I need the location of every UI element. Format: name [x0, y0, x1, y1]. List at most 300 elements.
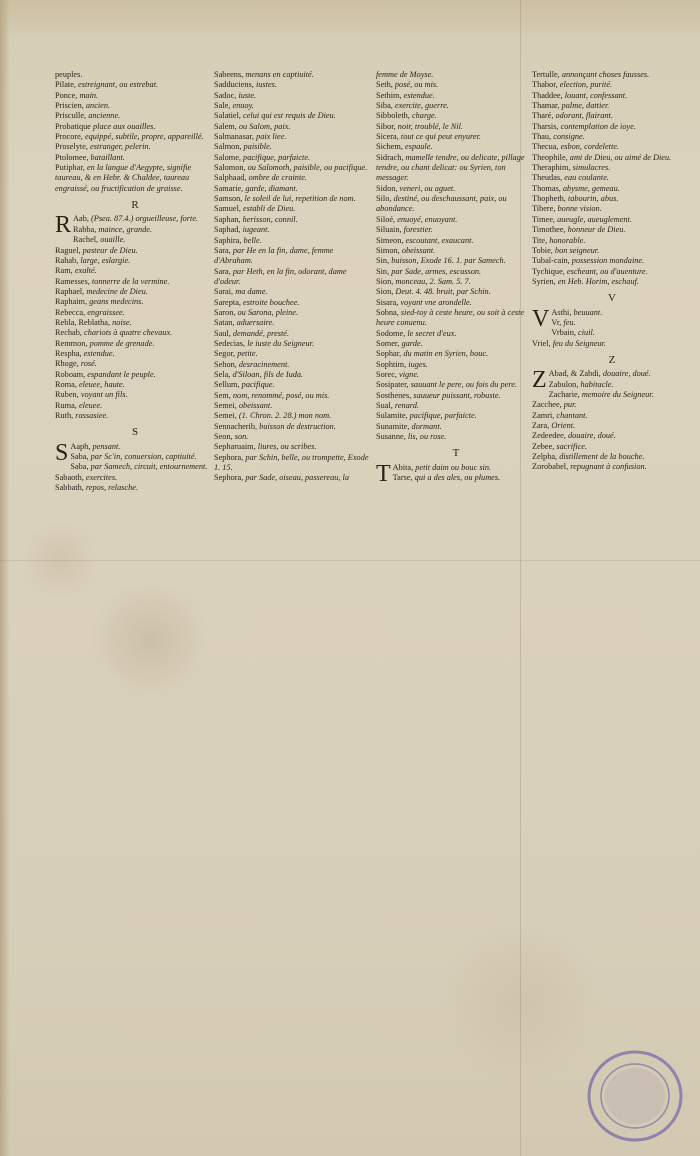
entry-definition: renard. [394, 401, 419, 410]
entry-definition: large, eslargie. [80, 255, 131, 265]
entry-definition: iustes. [255, 80, 277, 90]
entry-definition: honorable. [549, 235, 586, 245]
entry-definition: voyant un fils. [80, 390, 128, 400]
entry-definition: eau coulante. [564, 173, 609, 183]
entry-definition: posé, ou mis. [394, 80, 439, 90]
entry-definition: esbon, cordelette. [560, 142, 620, 152]
entry-definition: ou Salom, paix. [238, 121, 291, 131]
glossary-entry [532, 256, 692, 266]
entry-name: Zorobabel, [532, 462, 571, 472]
entry-name: Roma, [55, 379, 79, 389]
glossary-entry [55, 287, 215, 297]
entry-definition: par Sade, armes, escusson. [391, 266, 482, 276]
glossary-entry [55, 473, 215, 483]
entry-name: Sorec, [376, 369, 400, 379]
entry-name: Sunamite, [376, 421, 412, 431]
entry-definition: palme, dattier. [561, 101, 610, 111]
glossary-entry [214, 225, 374, 235]
glossary-entry [55, 390, 215, 400]
entry-definition: pensant. [92, 441, 121, 451]
glossary-entry [55, 370, 215, 380]
glossary-entry [214, 246, 374, 267]
glossary-entry [55, 235, 215, 245]
entry-definition: escoutant, exaucant. [405, 235, 474, 245]
glossary-entry [532, 267, 692, 277]
entry-name: Zebee, [532, 441, 557, 451]
entry-name: Tertulle, [532, 70, 562, 79]
glossary-entry [214, 80, 374, 90]
column-4 [532, 70, 692, 473]
section-heading-s: S [131, 426, 139, 439]
entry-definition: possession mondaine. [571, 256, 645, 266]
glossary-entry [532, 122, 692, 132]
glossary-entry [532, 173, 692, 183]
column-3 [376, 70, 536, 487]
entry-name: Salmanasar, [214, 132, 257, 142]
glossary-entry [376, 287, 536, 297]
section-heading-z: Z [608, 353, 616, 366]
glossary-entry [532, 225, 692, 235]
entry-name: Sennacherib, [214, 421, 260, 431]
glossary-entry [376, 194, 536, 215]
entry-name: Thomas, [532, 183, 563, 193]
entry-name: Saron, [214, 307, 238, 317]
entry-name: Sadoc, [214, 90, 239, 100]
entry-name: Zara, [532, 421, 552, 430]
column-1 [55, 70, 215, 493]
glossary-entry [532, 380, 692, 390]
entry-definition: rassasiee. [75, 411, 109, 420]
entry-name: Zedeedee, [532, 431, 568, 441]
entry-definition: tout ce qui peut enyurer. [400, 132, 481, 142]
glossary-entry [376, 267, 536, 277]
glossary-entry [532, 308, 692, 318]
entry-definition: dormant. [411, 421, 442, 431]
glossary-entry [214, 194, 374, 204]
glossary-entry [376, 277, 536, 287]
entry-definition: espaule. [405, 142, 433, 152]
entry-definition: nom, renommé, posé, ou mis. [232, 390, 330, 400]
entry-name: Raphaim, [55, 297, 90, 307]
entry-name: Thabor, [532, 80, 560, 90]
entry-name: Salmon, [214, 142, 244, 152]
entry-name: Sethim, [376, 90, 404, 100]
entry-definition: celui qui est requis de Dieu. [243, 111, 336, 121]
entry-definition: honneur de Dieu. [567, 225, 626, 235]
glossary-entry [55, 442, 215, 452]
entry-name: Ruma, [55, 400, 79, 410]
glossary-entry [214, 318, 374, 328]
entry-name: Zacchee, [532, 400, 564, 410]
column-2 [214, 70, 374, 484]
glossary-entry [55, 214, 215, 224]
glossary-entry [532, 318, 692, 328]
entry-name: Vr, [551, 317, 564, 327]
section-s [55, 439, 215, 494]
entry-name: Tite, [532, 235, 550, 245]
glossary-entry [376, 432, 536, 442]
entry-name: Abita, [392, 462, 416, 472]
glossary-entry [214, 308, 374, 318]
entry-name: Thecua, [532, 142, 561, 152]
entry-name: Sin, [376, 266, 392, 276]
entry-name: Sulamite, [376, 411, 410, 421]
glossary-entry [55, 483, 215, 493]
entry-name: Sosthenes, [376, 390, 414, 400]
glossary-entry [214, 380, 374, 390]
entry-definition: douaire, doué. [602, 369, 651, 379]
entry-definition: du matin en Syrien, bouc. [403, 349, 489, 359]
entry-name: Aab, [73, 214, 91, 224]
entry-definition: qui a des ales, ou plumes. [414, 473, 501, 483]
entry-definition: chariots à quatre chevaux. [84, 328, 173, 338]
entry-name: Tubal-cain, [532, 256, 572, 266]
entry-definition: paisible. [243, 142, 272, 152]
entry-definition: ou Sarona, pleine. [237, 307, 299, 317]
entry-definition: pur. [563, 400, 577, 410]
entry-name: Sarepta, [214, 297, 244, 307]
glossary-entry [55, 246, 215, 256]
entry-name: Tibere, [532, 204, 558, 214]
entry-name: Sobna, [376, 307, 401, 317]
entry-name: Thopheth, [532, 194, 568, 204]
entry-definition: aueugle, aueuglement. [557, 214, 632, 224]
glossary-entry [376, 339, 536, 349]
entry-name: Rahab, [55, 255, 81, 265]
entry-definition: simulacres. [572, 163, 611, 173]
glossary-entry [55, 401, 215, 411]
entry-definition: par Samech, circuit, entournement. [90, 462, 208, 472]
entry-name: Sichem, [376, 142, 406, 152]
glossary-entry [55, 318, 215, 328]
glossary-entry [532, 111, 692, 121]
section-heading-r: R [131, 199, 139, 212]
entry-definition: le soleil de lui, repetition de nom. [244, 194, 356, 204]
z-entries [532, 369, 692, 472]
glossary-entry [532, 215, 692, 225]
entry-definition: ancienne. [88, 111, 121, 121]
entry-definition: le iuste du Seigneur. [247, 338, 315, 348]
entry-definition: ancien. [85, 101, 111, 111]
glossary-entry [214, 287, 374, 297]
entry-name: Simon, [376, 245, 402, 255]
col3-entries [376, 70, 536, 442]
glossary-entry [55, 266, 215, 276]
entry-name: Ptolomee, [55, 152, 91, 162]
entry-definition: herisson, connil. [242, 214, 298, 224]
entry-definition: estranger, pelerin. [90, 142, 151, 152]
section-z [532, 369, 692, 472]
entry-definition: par Schin, belle, ou trompette, Exode 1. 15. [214, 452, 369, 473]
glossary-entry [55, 122, 215, 132]
entry-definition: espandant le peuple. [87, 369, 156, 379]
glossary-entry [532, 194, 692, 204]
entry-definition: sauueur puissant, robuste. [413, 390, 501, 400]
entry-name: Rechab, [55, 328, 85, 338]
glossary-entry [376, 473, 536, 483]
entry-definition: ombre de crainte. [248, 173, 308, 183]
glossary-entry [55, 132, 215, 142]
entry-definition: en la langue d'Aegypte, signifie taureau, & en Hebr. & Chaldee, taureau engraissé, ou fructification de graisse. [55, 163, 192, 193]
entry-name: Sisara, [376, 297, 401, 307]
glossary-entry [214, 339, 374, 349]
glossary-entry [532, 184, 692, 194]
glossary-entry [214, 473, 374, 483]
entry-name: Tarse, [392, 473, 415, 483]
glossary-entry [214, 236, 374, 246]
entry-name: Thau, [532, 132, 554, 142]
glossary-entry [214, 101, 374, 111]
glossary-entry [532, 369, 692, 379]
entry-definition: memoire du Seigneur. [581, 389, 654, 399]
entry-name: Seth, [376, 80, 395, 90]
section-v [532, 305, 692, 349]
entry-definition: desracinement. [238, 359, 290, 369]
glossary-entry [214, 432, 374, 442]
glossary-entry [376, 349, 536, 359]
entry-definition: obeissant. [238, 401, 273, 410]
glossary-entry [532, 431, 692, 441]
entry-name: Saphad, [214, 225, 243, 235]
entry-name: Salomon, [214, 163, 248, 173]
entry-name: Raguel, [55, 245, 83, 255]
glossary-entry [376, 91, 536, 101]
entry-name: Probatique [55, 121, 94, 131]
entry-definition: aduersaire. [236, 318, 275, 328]
entry-name: Susanne, [376, 432, 408, 442]
entry-name: Rebecca, [55, 307, 88, 317]
glossary-entry [532, 70, 692, 80]
entry-definition: voyant vne arondelle. [400, 297, 472, 307]
entry-definition: estendue. [83, 348, 115, 358]
entry-name: Priscien, [55, 101, 86, 111]
paper-crease [0, 560, 700, 561]
entry-definition: sied-toy à ceste heure, ou soit à ceste heure conuenu. [376, 307, 525, 328]
entry-definition: garde, diamant. [245, 183, 298, 193]
entry-name: Sephora, [214, 452, 246, 462]
entry-name: Sion, [376, 276, 396, 286]
entry-name: Sara, [214, 266, 233, 276]
entry-definition: equippé, subtile, propre, appareillé. [84, 132, 204, 142]
glossary-entry [376, 80, 536, 90]
section-r [55, 214, 215, 421]
glossary-entry [214, 184, 374, 194]
entry-definition: pacifique. [241, 380, 275, 390]
glossary-entry [376, 246, 536, 256]
glossary-entry [376, 153, 536, 184]
glossary-entry [55, 277, 215, 287]
entry-definition: beuuant. [573, 307, 603, 317]
glossary-entry [214, 442, 374, 452]
entry-name: Salem, [214, 121, 239, 131]
entry-name: Siloé, [376, 214, 398, 224]
entry-definition: belle. [243, 235, 262, 245]
entry-name: Timothee, [532, 225, 568, 235]
entry-name: Proselyte, [55, 142, 91, 152]
entry-name: Sabaoth, [55, 472, 86, 482]
glossary-entry [214, 411, 374, 421]
glossary-entry [214, 142, 374, 152]
entry-definition: establi de Dieu. [243, 204, 296, 214]
entry-name: Somer, [376, 338, 402, 348]
entry-definition: distillement de la bouche. [559, 452, 645, 462]
glossary-entry [532, 390, 692, 400]
entry-name: Sibboleth, [376, 111, 412, 121]
glossary-entry [532, 204, 692, 214]
entry-name: Ram, [55, 266, 75, 276]
entry-definition: bonne vision. [557, 204, 602, 214]
entry-definition: pasteur de Dieu. [82, 245, 138, 255]
entry-definition: par Sade, oiseau, passereau, la [245, 473, 349, 483]
entry-definition: noise. [112, 317, 132, 327]
glossary-entry [55, 80, 215, 90]
entry-definition: feu. [563, 317, 576, 327]
entry-definition: annonçant choses fausses. [561, 70, 650, 79]
entry-name: Aaph, [70, 441, 93, 451]
entry-name: Sedecias, [214, 338, 248, 348]
entry-definition: chantant. [556, 410, 588, 420]
entry-name: Sara, [214, 245, 233, 255]
glossary-entry [532, 277, 692, 287]
col4-entries [532, 70, 692, 287]
entry-definition: estreignant, ou estrebat. [78, 80, 159, 90]
entry-name: Zabulon, [548, 379, 581, 389]
entry-name: Sabbath, [55, 483, 86, 493]
entry-definition: demandé, presté. [232, 328, 290, 338]
entry-definition: petit daim ou bouc sin. [415, 462, 492, 472]
entry-definition: geans medecins. [89, 297, 144, 307]
entry-definition: (Psea. 87.4.) orgueilleuse, forte. [91, 214, 199, 224]
entry-definition: menans en captiuité. [245, 70, 314, 79]
entry-name: Tychique, [532, 266, 567, 276]
entry-name: Saphan, [214, 214, 243, 224]
entry-name: Rabba, [73, 224, 99, 234]
glossary-entry [532, 411, 692, 421]
entry-definition: buisson de destruction. [259, 421, 336, 431]
entry-definition: par Heth, en la fin, odorant, dame d'odeur. [214, 266, 347, 286]
entry-name: Sin, [376, 256, 392, 266]
entry-name: Prisculle, [55, 111, 89, 121]
entry-definition: pacifique, parfaicte. [409, 411, 477, 421]
entry-name: Respha, [55, 348, 84, 358]
glossary-entry [376, 256, 536, 266]
glossary-entry [55, 163, 215, 194]
glossary-entry [55, 380, 215, 390]
entry-name: Semei, [214, 401, 239, 410]
entry-name: Tharé, [532, 111, 556, 121]
entry-name: Rachel, [73, 235, 101, 245]
glossary-entry [214, 215, 374, 225]
entry-definition: rosé. [80, 359, 97, 369]
entry-name: Samuel, [214, 204, 244, 214]
glossary-entry [532, 400, 692, 410]
entry-definition: place aux ouailles. [93, 121, 156, 131]
entry-name: Zamri, [532, 410, 557, 420]
drop-cap-r: R [55, 212, 72, 239]
s-entries [55, 439, 215, 494]
glossary-entry [214, 122, 374, 132]
entry-definition: tabourin, abus. [567, 194, 619, 204]
glossary-entry [214, 91, 374, 101]
entry-name: Sophar, [376, 349, 404, 359]
section-heading-v: V [608, 292, 616, 305]
entry-name: Zelpha, [532, 452, 560, 462]
entry-definition: petite. [237, 349, 258, 359]
entry-definition: le secret d'eux. [407, 328, 457, 338]
glossary-entry [376, 463, 536, 473]
entry-definition: exercites. [85, 472, 118, 482]
entry-definition: sacrifice. [556, 441, 588, 451]
entry-name: Roboam, [55, 369, 88, 379]
entry-definition: noir, troublé, le Nil. [397, 121, 463, 131]
entry-definition: iuges. [408, 359, 428, 369]
entry-name: Rhoge, [55, 359, 81, 369]
entry-definition: iugeant. [242, 225, 270, 235]
glossary-entry [376, 122, 536, 132]
glossary-entry [532, 339, 692, 349]
entry-name: Theudas, [532, 173, 565, 183]
entry-name: Sidon, [376, 183, 400, 193]
entry-name: Sela, [214, 369, 233, 379]
entry-definition: liures, ou scribes. [257, 442, 317, 452]
glossary-entry [376, 215, 536, 225]
entry-name: Theraphim, [532, 163, 573, 173]
glossary-entry [55, 308, 215, 318]
entry-definition: garde. [401, 338, 423, 348]
section-heading-t: T [452, 447, 460, 460]
entry-definition: louant, confessant. [564, 90, 628, 100]
entry-name: Vriel, [532, 338, 553, 348]
entry-definition: odorant, flairant. [555, 111, 613, 121]
entry-definition: mamelle tendre, ou delicate, pillage tendre, ou chant delicat: ou Syrien, ton messager. [376, 152, 525, 183]
glossary-entry [376, 298, 536, 308]
glossary-entry [376, 132, 536, 142]
entry-name: Sepharuaim, [214, 442, 258, 452]
entry-name: Siba, [376, 101, 395, 111]
entry-definition: main. [79, 90, 99, 100]
glossary-entry [214, 370, 374, 380]
entry-name: Ruben, [55, 390, 81, 400]
glossary-entry [532, 80, 692, 90]
entry-definition: ou Salomoth, paisible, ou pacifique. [247, 163, 368, 173]
entry-name: Ramesses, [55, 276, 92, 286]
glossary-entry [214, 267, 374, 288]
glossary-entry [532, 132, 692, 142]
glossary-entry [376, 308, 536, 329]
entry-definition: exalté. [74, 266, 97, 276]
section-t [376, 460, 536, 487]
entry-name: Timee, [532, 214, 558, 224]
glossary-entry [55, 328, 215, 338]
glossary-entry [214, 70, 374, 80]
glossary-entry [532, 142, 692, 152]
r-entries [55, 214, 215, 421]
entry-name: Sadduciens, [214, 80, 256, 90]
entry-definition: d'Siloan, fils de Iuda. [232, 369, 304, 379]
entry-definition: feu du Seigneur. [552, 338, 606, 348]
entry-definition: (1. Chron. 2. 28.) mon nom. [238, 411, 332, 421]
v-entries [532, 305, 692, 349]
entry-name: Silo, [376, 194, 394, 204]
entry-name: Satan, [214, 318, 237, 328]
entry-definition: repugnant à confusion. [570, 462, 647, 472]
entry-name: Samson, [214, 194, 245, 204]
entry-name: Sicera, [376, 132, 401, 142]
glossary-entry [55, 462, 215, 472]
glossary-entry [376, 70, 536, 80]
entry-name: Raphael, [55, 286, 87, 296]
glossary-entry [55, 70, 215, 80]
